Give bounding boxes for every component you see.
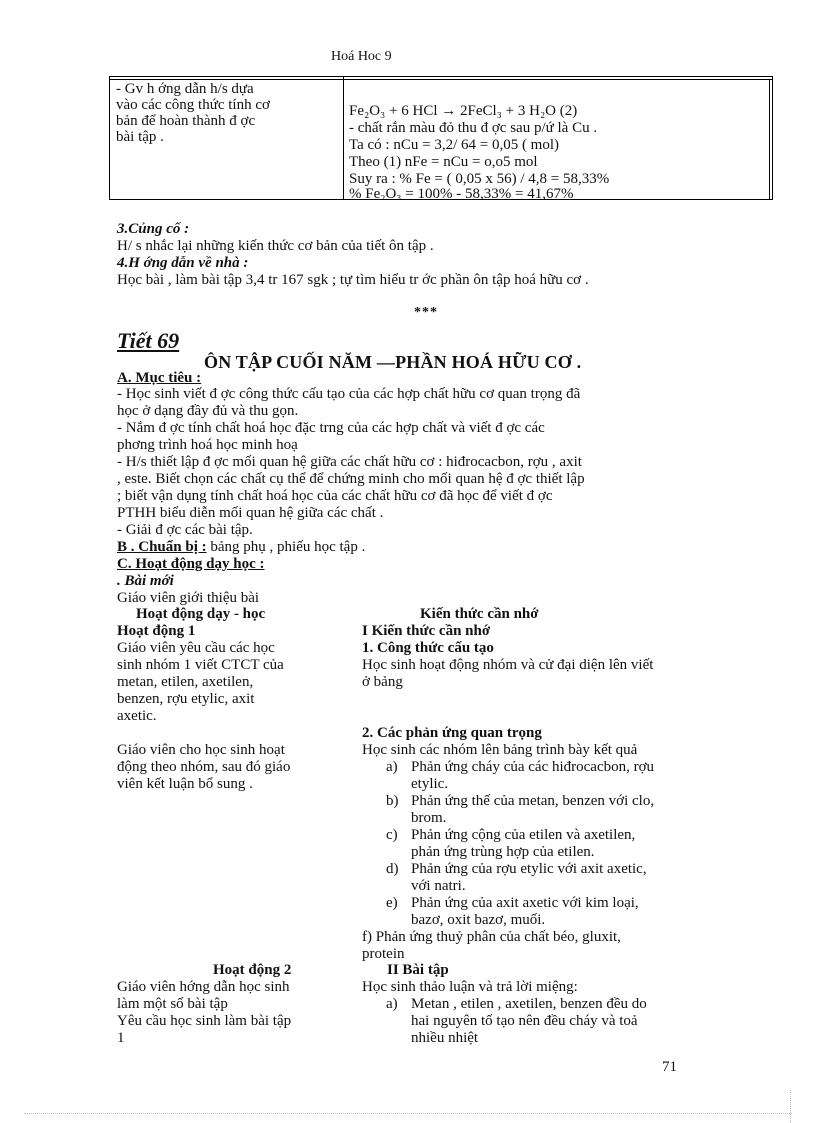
reaction-label: b): [386, 793, 399, 809]
col-left-heading: Hoạt động dạy - học: [136, 606, 266, 622]
sub1-line: Học sinh hoạt động nhóm và cử đại diện lên viết: [362, 657, 654, 673]
section2-heading: II Bài tập: [387, 962, 449, 978]
table-left-line: - Gv h ớng dẫn h/s dựa: [116, 81, 254, 97]
hd2-line: Yêu cầu học sinh làm bài tập: [117, 1013, 292, 1029]
section1-heading: I Kiến thức cần nhớ: [362, 623, 491, 639]
page-header: Hoá Hoc 9: [331, 49, 392, 64]
hd2-line: 1: [117, 1030, 125, 1046]
reaction-line: brom.: [411, 810, 447, 826]
reaction-label: d): [386, 861, 399, 877]
bai-moi: . Bài mới: [117, 573, 174, 589]
page-edge-right: [790, 1090, 791, 1123]
page-number: 71: [662, 1059, 677, 1075]
hd2-line: Giáo viên hớng dẫn học sinh: [117, 979, 290, 995]
hd1-line: Giáo viên yêu cầu các học: [117, 640, 275, 656]
reaction-line: bazơ, oxit bazơ, muối.: [411, 912, 546, 928]
col-right-heading: Kiến thức cần nhớ: [420, 606, 539, 622]
sub2-intro: Học sinh các nhóm lên bảng trình bày kết quả: [362, 742, 638, 758]
muc-tieu-line: , este. Biết chọn các chất cụ thể để chứng minh cho mối quan hệ đ ợc thiết lập: [117, 471, 585, 487]
reaction-line: Phản ứng cháy của các hiđrocacbon, rợu: [411, 759, 655, 775]
section2-intro: Học sinh thảo luận và trả lời miệng:: [362, 979, 578, 995]
table-right-line: % Fe₂O₃ = 100% - 58,33% = 41,67%: [349, 186, 574, 200]
table-left-line: bản để hoàn thành đ ợc: [116, 113, 256, 129]
table-right-line: Suy ra : % Fe = ( 0,05 x 56) / 4,8 = 58,33%: [349, 171, 610, 187]
hd1b-line: động theo nhóm, sau đó giáo: [117, 759, 291, 775]
reaction-label: a): [386, 759, 398, 775]
answer-line: hai nguyên tố tạo nên đều cháy và toả: [411, 1013, 638, 1029]
reaction-label: e): [386, 895, 398, 911]
gioi-thieu: Giáo viên giới thiệu bài: [117, 590, 260, 606]
muc-tieu-line: PTHH biểu diễn mối quan hệ giữa các chất .: [117, 505, 384, 521]
hd1-line: sinh nhóm 1 viết CTCT của: [117, 657, 284, 673]
page-edge-bottom: [24, 1113, 792, 1114]
hd1b-line: viên kết luận bổ sung .: [117, 776, 253, 792]
reaction-line: Phản ứng thế của metan, benzen với clo,: [411, 793, 655, 809]
sub1-line: ở bảng: [362, 674, 403, 690]
muc-tieu-line: - Nắm đ ợc tính chất hoá học đặc trng của các hợp chất và viết đ ợc các: [117, 420, 545, 436]
hd1-heading: Hoạt động 1: [117, 623, 196, 639]
muc-tieu-line: phơng trình hoá học minh hoạ: [117, 437, 298, 453]
answer-line: nhiều nhiệt: [411, 1030, 479, 1046]
hd1b-line: Giáo viên cho học sinh hoạt: [117, 742, 285, 758]
table-left-line: bài tập .: [116, 129, 164, 145]
muc-tieu-line: - Giải đ ợc các bài tập.: [117, 522, 253, 538]
chuan-bi: [117, 539, 365, 555]
table-right-line: Ta có : nCu = 3,2/ 64 = 0,05 ( mol): [349, 137, 560, 153]
top-table: [109, 76, 773, 200]
table-right-line: Theo (1) nFe = nCu = o,o5 mol: [349, 154, 538, 170]
reaction-line: phản ứng trùng hợp của etilen.: [411, 844, 595, 860]
reaction-label: c): [386, 827, 398, 843]
hd2-heading: Hoạt động 2: [213, 962, 292, 978]
chuan-bi-heading: B . Chuẩn bị :: [117, 539, 207, 555]
reaction-f-line: f) Phản ứng thuỷ phân của chất béo, gluxit,: [362, 929, 621, 945]
cung-co-heading: 3.Củng cố :: [117, 221, 190, 237]
hd1-line: axetic.: [117, 708, 157, 724]
reaction-line: Phản ứng cộng của etilen và axetilen,: [411, 827, 636, 843]
muc-tieu-line: - H/s thiết lập đ ợc mối quan hệ giữa các chất hữu cơ : hiđrocacbon, rợu , axit: [117, 454, 582, 470]
table-left-line: vào các công thức tính cơ: [116, 97, 270, 113]
reaction-line: Phản ứng của axit axetic với kim loại,: [411, 895, 639, 911]
cung-co-text: H/ s nhắc lại những kiến thức cơ bản của tiết ôn tập .: [117, 238, 434, 254]
chuan-bi-text: bảng phụ , phiếu học tập .: [206, 539, 366, 555]
reaction-f-line: protein: [362, 946, 405, 962]
hd2-line: làm một số bài tập: [117, 996, 228, 1012]
muc-tieu-heading: A. Mục tiêu :: [117, 370, 202, 386]
reaction-line: etylic.: [411, 776, 449, 792]
huong-dan-text: Học bài , làm bài tập 3,4 tr 167 sgk ; tự tìm hiểu tr ớc phần ôn tập hoá hữu cơ .: [117, 272, 589, 288]
table-right-line: Fe₂O₃ + 6 HCl → 2FeCl₃ + 3 H₂O (2): [349, 103, 578, 119]
lesson-title: ÔN TẬP CUỐI NĂM —PHẦN HOÁ HỮU CƠ .: [204, 352, 582, 372]
hd1-line: benzen, rợu etylic, axit: [117, 691, 255, 707]
muc-tieu-line: học ở dạng đầy đủ và thu gọn.: [117, 403, 299, 419]
muc-tieu-line: - Học sinh viết đ ợc công thức cấu tạo của các hợp chất hữu cơ quan trọng đã: [117, 386, 581, 402]
table-left-cell: [116, 81, 338, 145]
hoat-dong-heading: C. Hoạt động dạy học :: [117, 556, 265, 572]
hd1-line: metan, etilen, axetilen,: [117, 674, 254, 690]
sub1-heading: 1. Công thức cấu tạo: [362, 640, 494, 656]
reaction-line: với natri.: [411, 878, 466, 894]
reaction-line: Phản ứng của rợu etylic với axit axetic,: [411, 861, 647, 877]
muc-tieu-line: ; biết vận dụng tính chất hoá học của các chất hữu cơ đã học để viết đ ợc: [117, 488, 553, 504]
answer-line: Metan , etilen , axetilen, benzen đều do: [411, 996, 647, 1012]
sub2-heading: 2. Các phản ứng quan trọng: [362, 725, 542, 741]
answer-label: a): [386, 996, 398, 1012]
lesson-number: Tiết 69: [117, 328, 180, 353]
separator: ***: [414, 305, 438, 320]
huong-dan-heading: 4.H ớng dẫn về nhà :: [117, 255, 249, 271]
table-right-line: - chất rắn màu đỏ thu đ ợc sau p/ứ là Cu .: [349, 120, 598, 136]
